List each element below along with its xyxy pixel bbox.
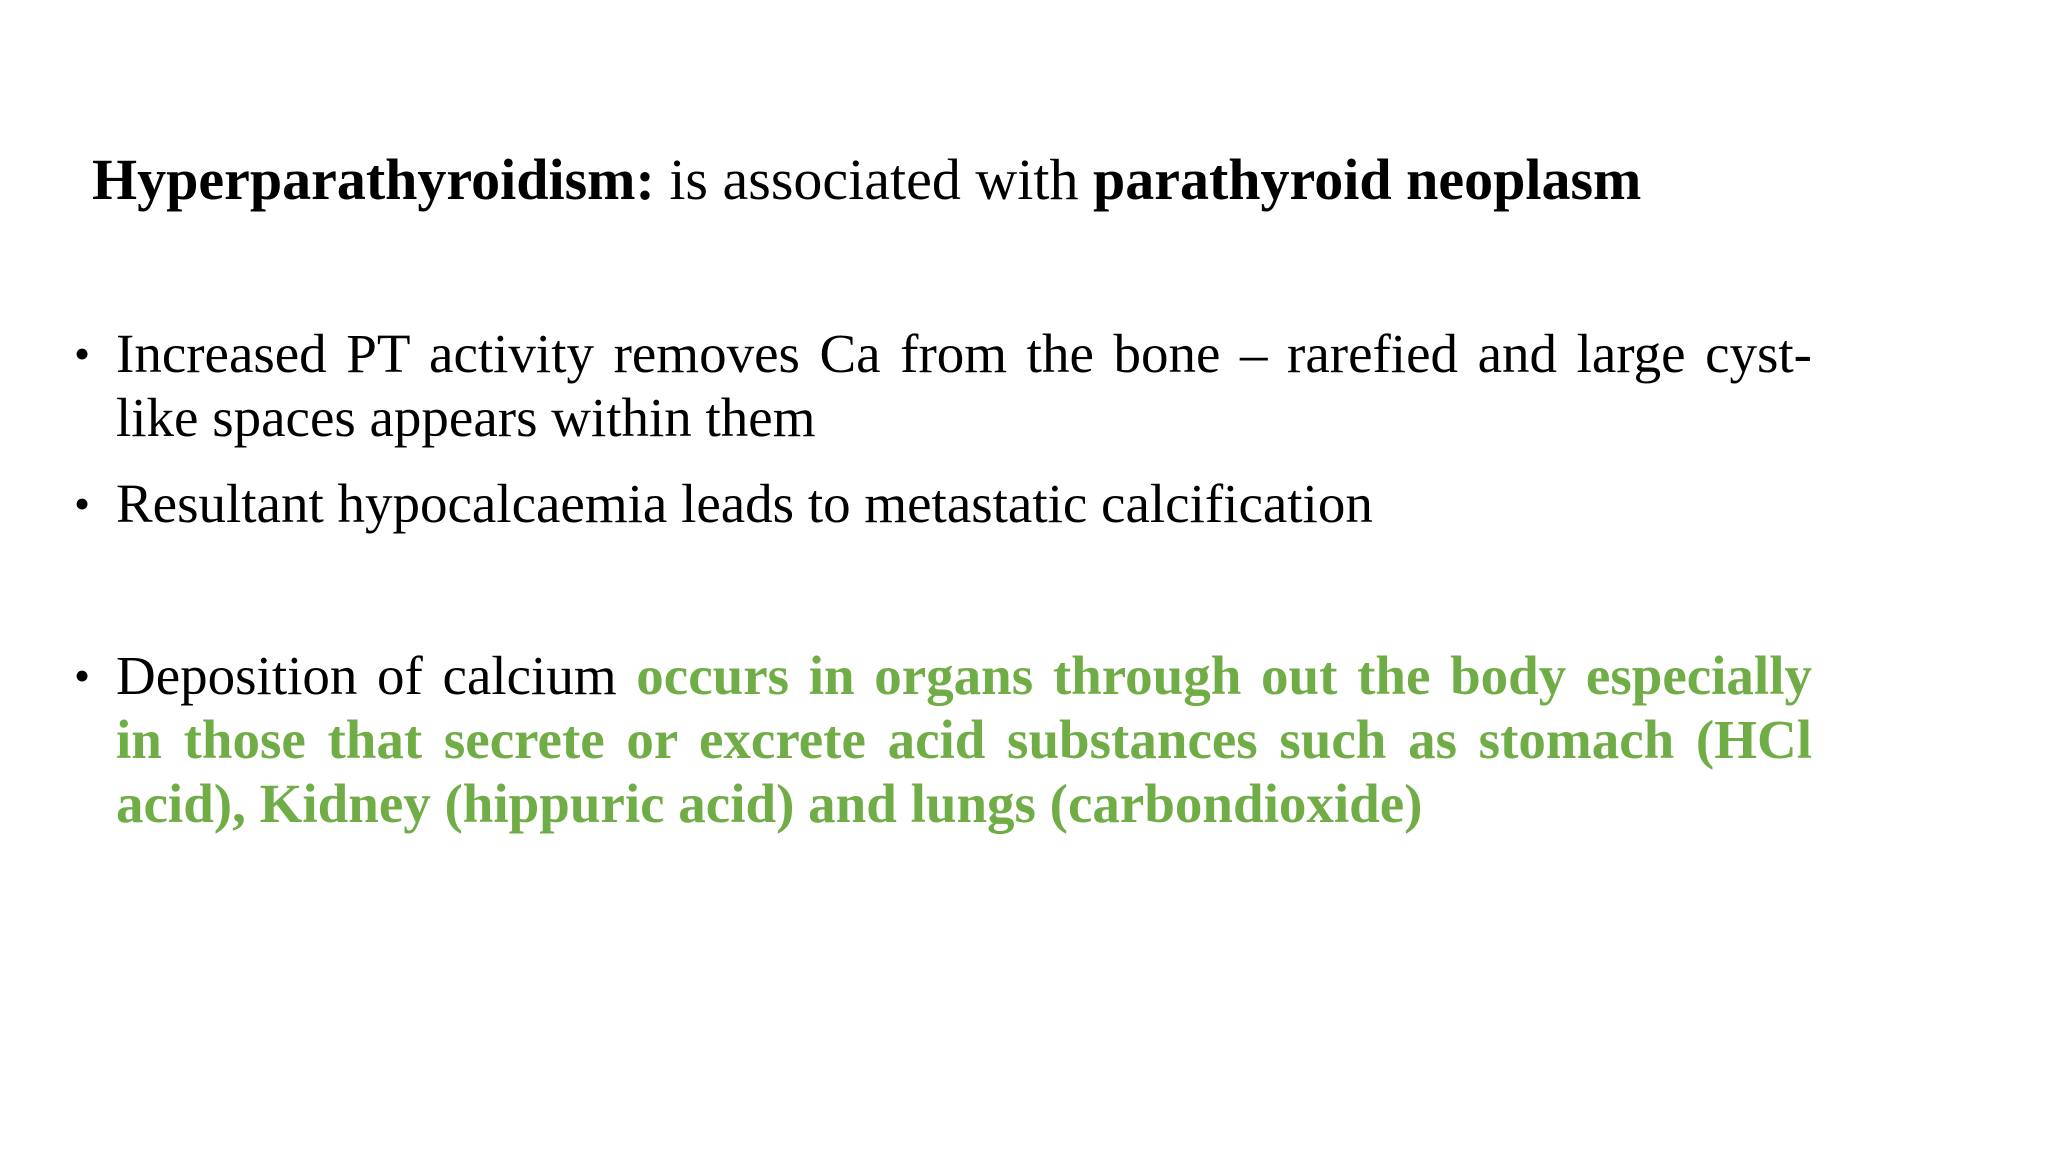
bullet-text: Increased PT activity removes Ca from the bone – rarefied and large cyst-like spaces appears within them: [116, 323, 1812, 448]
bullet-list: [70, 322, 1812, 836]
heading-emphasis: parathyroid neoplasm: [1092, 147, 1642, 212]
bullet-highlight-text: occurs in organs through out the body especially in those that secrete or excrete acid substances such as stomach (HCl acid), Kidney (hippuric acid) and lungs (carbondioxide): [116, 645, 1812, 834]
bullet-lead-text: Deposition of calcium: [116, 645, 637, 706]
bullet-dot: •: [74, 328, 91, 379]
bullet-item: [70, 644, 1812, 836]
bullet-dot: •: [74, 650, 91, 701]
bullet-item: [70, 472, 1812, 536]
bullet-item: [70, 322, 1812, 450]
heading-term: Hyperparathyroidism:: [92, 147, 655, 212]
slide-heading: [92, 145, 1641, 215]
bullet-text: Resultant hypocalcaemia leads to metastatic calcification: [116, 473, 1373, 534]
heading-middle: is associated with: [654, 147, 1093, 212]
bullet-dot: •: [74, 478, 91, 529]
